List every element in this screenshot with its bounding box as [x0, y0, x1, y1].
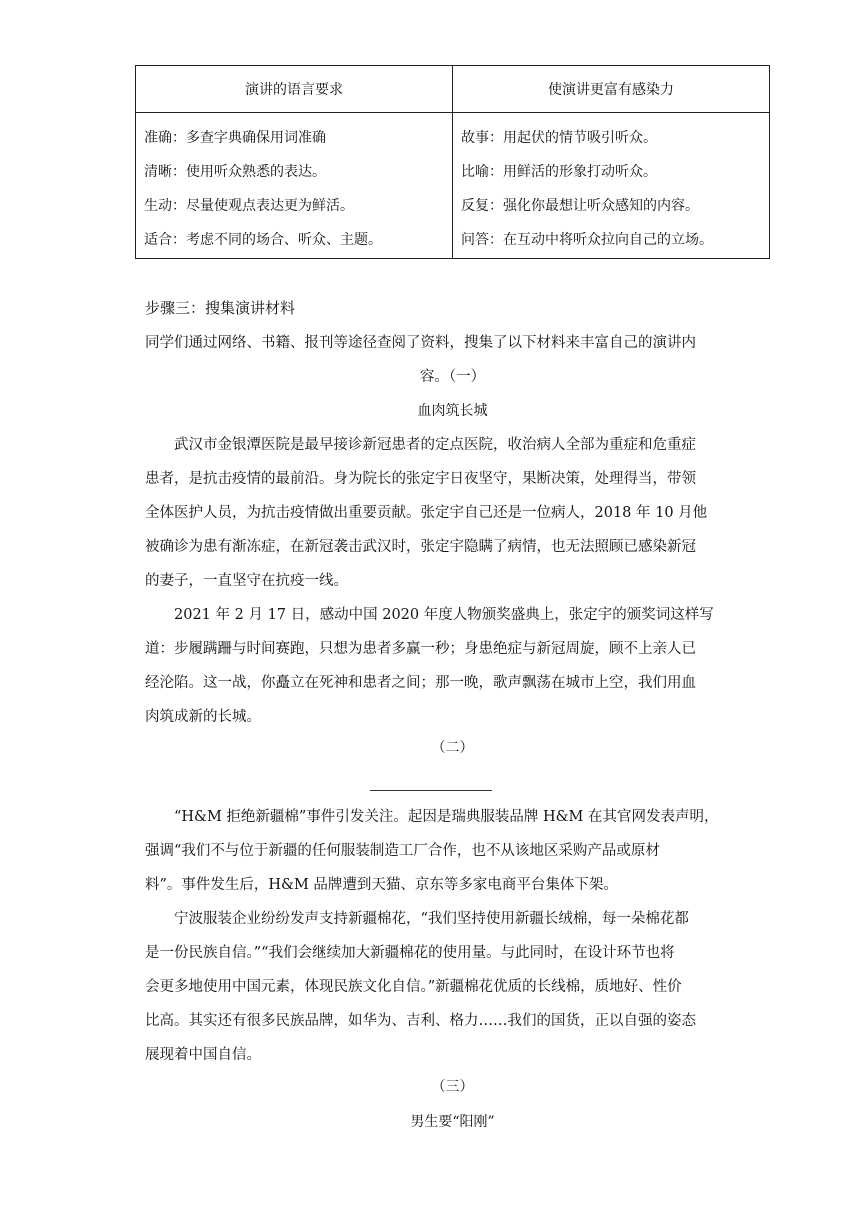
text-line: 宁波服装企业纷纷发声支持新疆棉花，“我们坚持使用新疆长绒棉，每一朵棉花都	[174, 911, 689, 927]
text-line: 武汉市金银潭医院是最早接诊新冠患者的定点医院，收治病人全部为重症和危重症	[174, 437, 696, 453]
list-item: 问答：在互动中将听众拉向自己的立场。	[461, 232, 713, 248]
material2-paragraph1	[145, 800, 765, 902]
list-item: 清晰：使用听众熟悉的表达。	[144, 164, 326, 180]
list-item: 比喻：用鲜活的形象打动听众。	[461, 164, 657, 180]
table-cell-language-items	[136, 113, 453, 259]
material2-label: （二）	[431, 740, 474, 756]
text-line: 患者，是抗击疫情的最前沿。身为院长的张定宇日夜坚守，果断决策，处理得当，带领	[145, 471, 696, 487]
text-line: 比高。其实还有很多民族品牌，如华为、吉利、格力……我们的国货，正以自强的姿态	[145, 1013, 696, 1029]
material1-paragraph1	[145, 428, 765, 598]
text-line: “H&M 拒绝新疆棉”事件引发关注。起因是瑞典服装品牌 H&M 在其官网发表声明，	[174, 809, 719, 825]
table-header-language: 演讲的语言要求	[136, 66, 453, 113]
list-item: 适合：考虑不同的场合、听众、主题。	[144, 232, 382, 248]
text-line: 全体医护人员，为抗击疫情做出重要贡献。张定宇自己还是一位病人，2018 年 10 月他	[145, 505, 708, 521]
text-line: 被确诊为患有渐冻症，在新冠袭击武汉时，张定宇隐瞒了病情，也无法照顾已感染新冠	[145, 539, 696, 555]
material3-label: （三）	[431, 1079, 474, 1095]
step3-intro-line2: 容。（一）	[419, 369, 486, 385]
blank-underline	[370, 790, 492, 791]
table-cell-appeal-items	[453, 113, 770, 259]
text-line: 展现着中国自信。	[145, 1047, 261, 1063]
material2-paragraph2	[145, 902, 765, 1072]
text-line: 的妻子，一直坚守在抗疫一线。	[145, 573, 348, 589]
material1-paragraph2	[145, 598, 765, 734]
speech-tips-table	[135, 65, 770, 259]
list-item: 故事：用起伏的情节吸引听众。	[461, 130, 657, 146]
table-header-appeal: 使演讲更富有感染力	[453, 66, 770, 113]
text-line: 经沦陷。这一战，你矗立在死神和患者之间；那一晚，歌声飘荡在城市上空，我们用血	[145, 675, 696, 691]
step3-intro-line1: 同学们通过网络、书籍、报刊等途径查阅了资料，搜集了以下材料来丰富自己的演讲内	[145, 335, 696, 351]
text-line: 2021 年 2 月 17 日，感动中国 2020 年度人物颁奖盛典上，张定宇的颁奖词这样写	[174, 607, 714, 623]
text-line: 强调“我们不与位于新疆的任何服装制造工厂合作，也不从该地区采购产品或原材	[145, 843, 660, 859]
text-line: 会更多地使用中国元素，体现民族文化自信。”新疆棉花优质的长线棉，质地好、性价	[145, 979, 682, 995]
list-item: 准确：多查字典确保用词准确	[144, 130, 326, 146]
material3-title: 男生要“阳刚”	[410, 1114, 495, 1130]
text-line: 是一份民族自信。”“我们会继续加大新疆棉花的使用量。与此同时，在设计环节也将	[145, 945, 675, 961]
list-item: 生动：尽量使观点表达更为鲜活。	[144, 198, 354, 214]
text-line: 道：步履蹒跚与时间赛跑，只想为患者多赢一秒；身患绝症与新冠周旋，顾不上亲人已	[145, 641, 696, 657]
list-item: 反复：强化你最想让听众感知的内容。	[461, 198, 699, 214]
material1-title: 血肉筑长城	[417, 403, 488, 419]
step3-heading: 步骤三：搜集演讲材料	[145, 299, 296, 317]
text-line: 料”。事件发生后，H&M 品牌遭到天猫、京东等多家电商平台集体下架。	[145, 877, 618, 893]
text-line: 肉筑成新的长城。	[145, 709, 261, 725]
